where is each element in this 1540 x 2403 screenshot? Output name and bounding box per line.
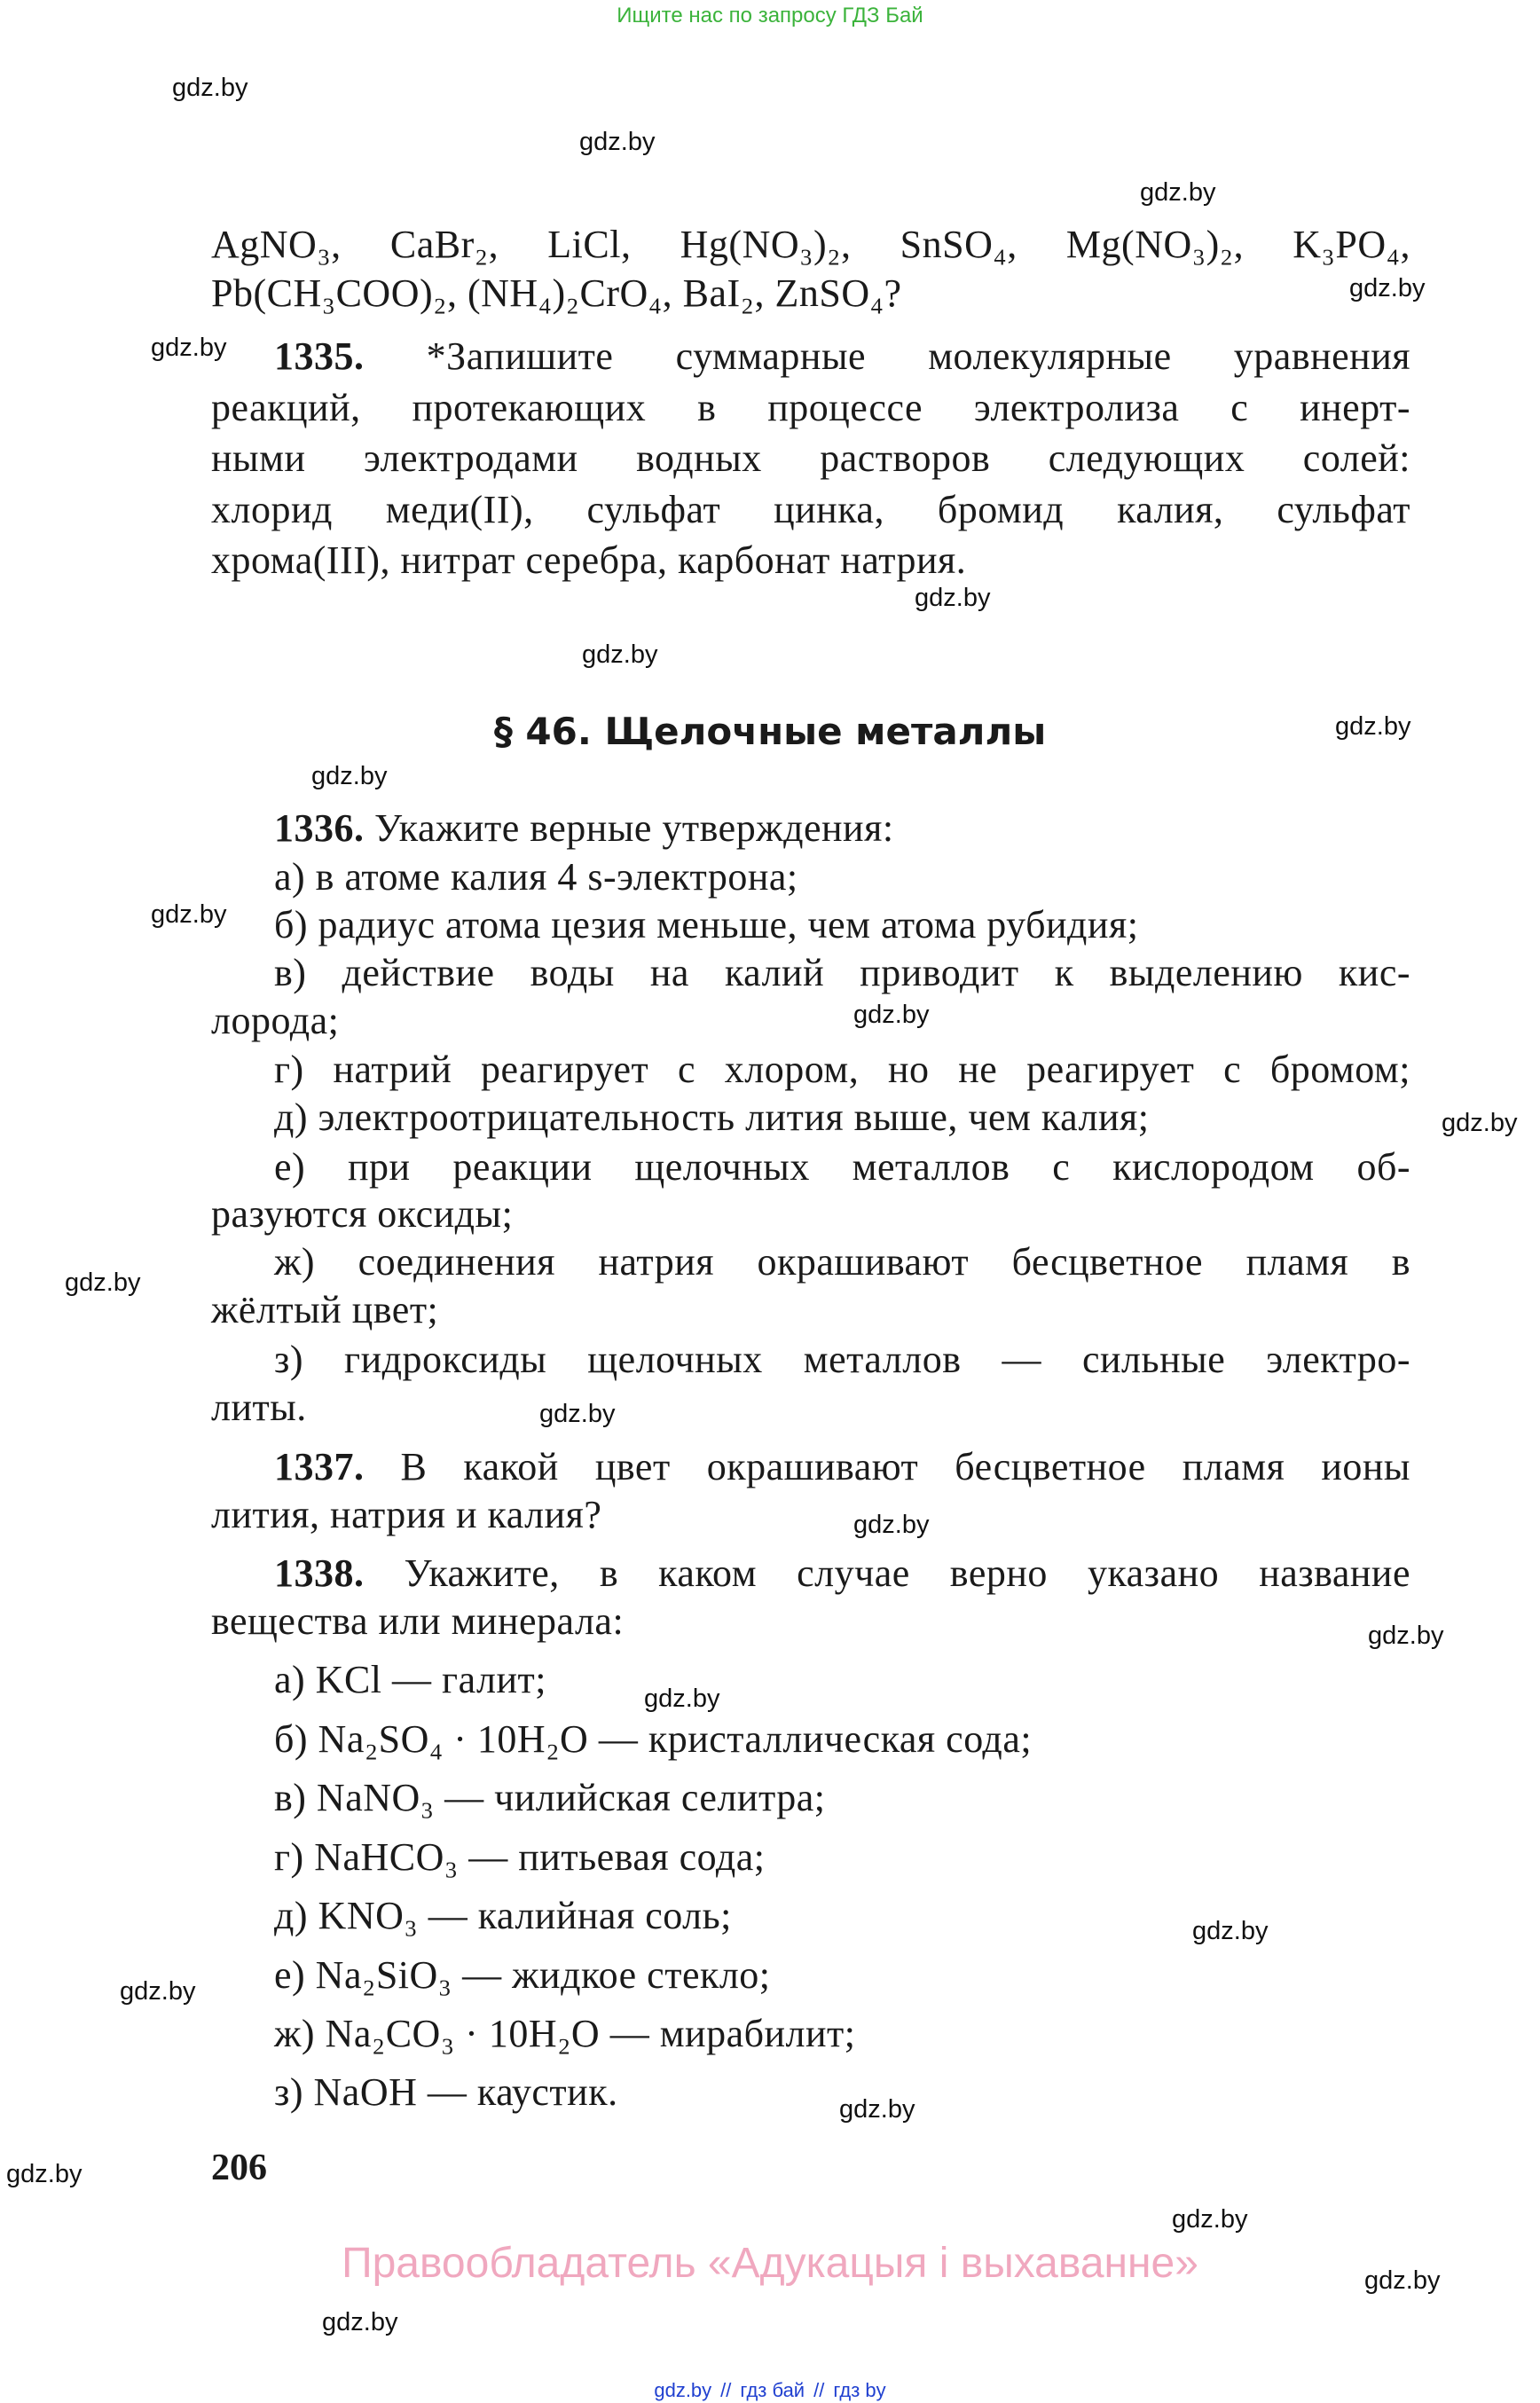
text-line (274, 1143, 1410, 1192)
gdz-watermark: gdz.by (1364, 2266, 1441, 2295)
gdz-watermark: gdz.by (1192, 1917, 1269, 1945)
text-line (211, 485, 1410, 535)
line-text: г) NaHCO₃ — питьевая сода; (274, 1835, 766, 1879)
text-line (274, 1891, 732, 1941)
text-line (211, 1597, 624, 1646)
line-text: литы. (211, 1386, 307, 1429)
line-text: В какой цвет окрашивают бесцветное пламя ионы (400, 1445, 1410, 1488)
gdz-watermark: gdz.by (65, 1268, 141, 1297)
gdz-watermark: gdz.by (1442, 1109, 1518, 1137)
text-line (274, 1951, 771, 2000)
line-text: лорода; (211, 999, 340, 1042)
text-line (274, 1045, 1410, 1095)
gdz-watermark: gdz.by (915, 584, 991, 612)
exercise-number: 1335. (274, 334, 365, 378)
footer-link-gdz-by[interactable]: gdz.by (654, 2379, 712, 2401)
text-line (211, 1383, 307, 1433)
gdz-watermark: gdz.by (579, 128, 656, 156)
line-text: в) NaNO₃ — чилийская селитра; (274, 1776, 826, 1819)
footer-links (0, 2379, 1540, 2402)
text-line (274, 1093, 1149, 1143)
line-text: AgNO₃, CaBr₂, LiCl, Hg(NO₃)₂, SnSO₄, Mg(NO₃)₂, K₃PO₄, (211, 223, 1410, 266)
line-text: д) KNO₃ — калийная соль; (274, 1894, 732, 1937)
text-line (274, 852, 798, 902)
gdz-watermark: gdz.by (1140, 178, 1216, 207)
exercise-number: 1337. (274, 1445, 365, 1488)
gdz-watermark: gdz.by (644, 1684, 720, 1713)
text-line (274, 1773, 825, 1823)
line-text: лития, натрия и калия? (211, 1493, 602, 1536)
line-text: реакций, протекающих в процессе электролиза с инерт- (211, 386, 1410, 429)
line-text: б) Na₂SO₄ · 10H₂O — кристаллическая сода; (274, 1717, 1033, 1761)
gdz-watermark: gdz.by (311, 762, 388, 790)
section-heading: § 46. Щелочные металлы (493, 710, 1047, 753)
text-line (211, 1190, 513, 1239)
line-text: з) NaOH — каустик. (274, 2070, 618, 2114)
text-line (274, 1237, 1410, 1287)
gdz-watermark: gdz.by (853, 1001, 930, 1029)
footer-separator: // (720, 2379, 732, 2401)
gdz-watermark: gdz.by (6, 2160, 82, 2188)
text-line (274, 2009, 856, 2059)
footer-link-gdz-bai[interactable]: гдз бай (740, 2379, 805, 2401)
text-line (211, 269, 902, 318)
text-line (274, 1715, 1032, 1764)
gdz-watermark: gdz.by (582, 640, 658, 669)
footer-separator: // (813, 2379, 825, 2401)
line-text: Укажите верные утверждения: (374, 806, 894, 850)
text-line (211, 1285, 438, 1335)
footer-link-gdz-by-cyr[interactable]: гдз by (833, 2379, 886, 2401)
line-text: а) KCl — галит; (274, 1658, 546, 1701)
line-text: е) Na₂SiO₃ — жидкое стекло; (274, 1953, 771, 1997)
gdz-watermark: gdz.by (151, 900, 227, 929)
line-text: б) радиус атома цезия меньше, чем атома рубидия; (274, 903, 1139, 946)
line-text: *Запишите суммарные молекулярные уравнения (426, 334, 1410, 378)
line-text: ными электродами водных растворов следующих солей: (211, 436, 1410, 480)
gdz-watermark: gdz.by (1368, 1622, 1444, 1650)
text-line (274, 1335, 1410, 1385)
text-line (211, 996, 339, 1046)
line-text: жёлтый цвет; (211, 1288, 439, 1331)
text-line (274, 2068, 618, 2117)
text-line (211, 434, 1410, 483)
gdz-watermark: gdz.by (120, 1977, 196, 2006)
gdz-watermark: gdz.by (853, 1511, 930, 1539)
line-text: хрома(III), нитрат серебра, карбонат натрия. (211, 538, 967, 582)
exercise-line (274, 332, 1410, 381)
line-text: вещества или минерала: (211, 1599, 625, 1643)
exercise-line (274, 804, 894, 853)
exercise-number: 1338. (274, 1551, 365, 1595)
line-text: г) натрий реагирует с хлором, но не реагирует с бромом; (274, 1048, 1410, 1091)
gdz-watermark: gdz.by (839, 2095, 915, 2124)
line-text: з) гидроксиды щелочных металлов — сильные электро- (274, 1338, 1410, 1381)
line-text: хлорид меди(II), сульфат цинка, бромид калия, сульфат (211, 488, 1410, 531)
gdz-watermark: gdz.by (322, 2308, 398, 2336)
page-number: 206 (211, 2148, 267, 2188)
line-text: Укажите, в каком случае верно указано название (404, 1551, 1410, 1595)
line-text: ж) Na₂CO₃ · 10H₂O — мирабилит; (274, 2012, 856, 2055)
text-line (274, 948, 1410, 998)
line-text: в) действие воды на калий приводит к выделению кис- (274, 951, 1410, 994)
gdz-watermark: gdz.by (1172, 2205, 1248, 2234)
text-line (274, 1655, 546, 1705)
line-text: Pb(CH₃COO)₂, (NH₄)₂CrO₄, BaI₂, ZnSO₄? (211, 271, 902, 315)
line-text: ж) соединения натрия окрашивают бесцветное пламя в (274, 1240, 1410, 1284)
text-line (274, 900, 1138, 950)
text-line (211, 536, 966, 585)
line-text: разуются оксиды; (211, 1192, 514, 1236)
copyright-notice: Правообладатель «Адукацыя і выхаванне» (342, 2240, 1198, 2287)
gdz-watermark: gdz.by (1335, 712, 1411, 741)
top-search-banner: Ищите нас по запросу ГДЗ Бай (617, 4, 923, 27)
gdz-watermark: gdz.by (172, 74, 248, 102)
line-text: е) при реакции щелочных металлов с кислородом об- (274, 1145, 1410, 1189)
exercise-line (274, 1442, 1410, 1492)
exercise-number: 1336. (274, 806, 365, 850)
line-text: д) электроотрицательность лития выше, чем калия; (274, 1095, 1150, 1139)
text-line (211, 383, 1410, 433)
line-text: а) в атоме калия 4 s-электрона; (274, 855, 798, 899)
text-line (211, 1490, 601, 1540)
gdz-watermark: gdz.by (1349, 274, 1426, 302)
exercise-line (274, 1549, 1410, 1598)
gdz-watermark: gdz.by (151, 334, 227, 362)
text-line (274, 1833, 766, 1882)
text-line (211, 220, 1410, 270)
gdz-watermark: gdz.by (539, 1400, 616, 1428)
